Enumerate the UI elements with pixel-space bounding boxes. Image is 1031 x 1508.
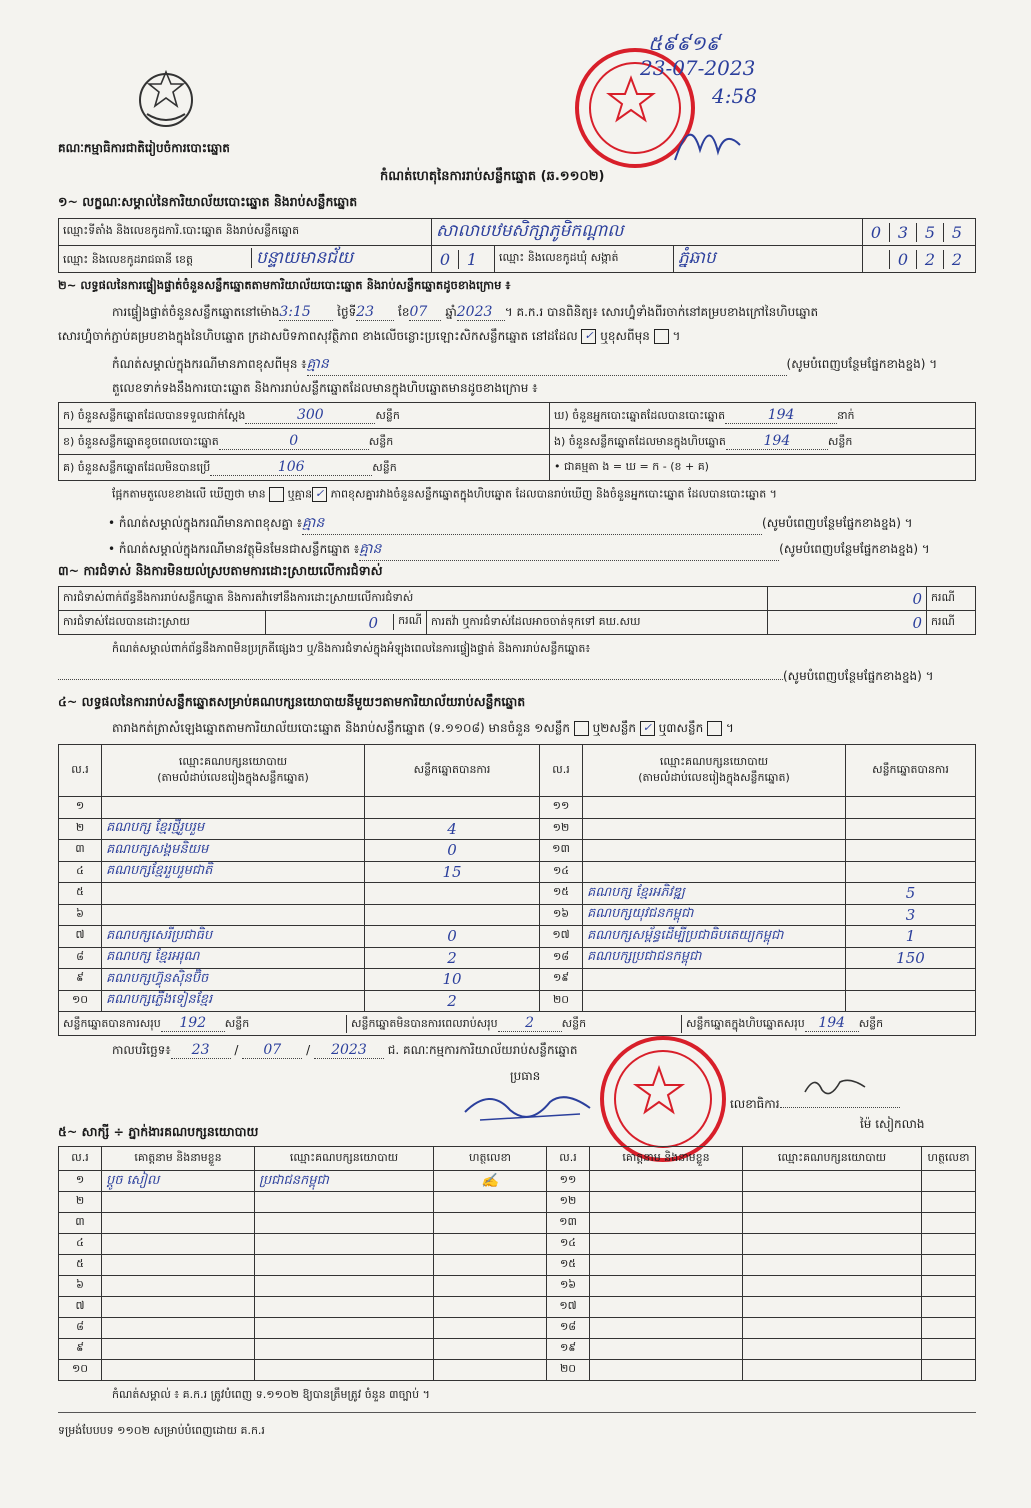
result-party: [102, 904, 365, 926]
result-no: ៨: [59, 947, 102, 969]
province-code: 0 1: [432, 246, 495, 273]
result-no: ១: [59, 797, 102, 819]
witness-signature: [922, 1276, 976, 1297]
hw-receipt-number: ៥៩៩១៩: [648, 31, 720, 55]
result-party: [583, 818, 846, 840]
witness-no: ២: [59, 1192, 102, 1213]
witness-party: [743, 1192, 922, 1213]
result-votes: [365, 883, 540, 905]
commune-code: 0 2 2: [863, 246, 976, 273]
result-party: [583, 840, 846, 862]
witness-name: [590, 1360, 743, 1381]
object-note-line: • កំណត់សម្គាល់ក្នុងករណីមានវត្ថុមិនមែនជាសន្លឹកឆ្នោត ៖គ្មាន (សូមបំពេញបន្ថែមផ្នែកខាងខ្នង) ។: [108, 539, 930, 561]
witness-signature: [922, 1255, 976, 1276]
witness-row: [59, 1234, 976, 1255]
result-row: [59, 840, 976, 862]
result-no: ១៣: [540, 840, 583, 862]
witness-signature: [434, 1339, 547, 1360]
witness-name: [590, 1297, 743, 1318]
result-votes: 5: [846, 883, 976, 905]
objection-r2-value: 0: [368, 613, 378, 632]
results-table: ល.រ ឈ្មោះគណបក្សនយោបាយ (តាមលំដាប់លេខរៀងក្នុងសន្លឹកឆ្នោត) សន្លឹកឆ្នោតបានការ ល.រ ឈ្មោះគណបក្សនយោបាយ (តាមលំដាប់លេខរៀងក្នុងសន្លឹកឆ្នោត) សន្លឹកឆ្នោតបានការ ១ ១១ ២ គណបក្ស ខ្មែរថ្មីរួបរួម 4 ១២ ៣ គណបក្សសង្គមនិយម 0 ១៣ ៤ គណបក្សខ្មែររួបរួមជាតិ 15 ១៤ ៥ ១៥ គណបក្ស ខ្មែរអភិវឌ្ឍ 5 ៦ ១៦ គណបក្សយុវជនកម្ពុជា 3 ៧ គណបក្សសេរីប្រជាធិប 0 ១៧ គណបក្សសម្ព័ន្ធដើម្បីប្រជាធិបតេយ្យកម្ពុជា 1 ៨ គណបក្ស ខ្មែរអរុណ 2 ១៨ គណបក្សប្រជាជនកម្ពុជា 150 ៩ គណបក្សហ៊្វុនស៊ិនប៊ិច 10 ១៩ ១០ គណបក្សភ្លើងទៀនខ្មែរ 2 ២០ សន្លឹកឆ្នោតបានការសរុប 192 សន្លឹក សន្លឹកឆ្នោតមិនបានការពេលរាប់សរុប 2 សន្លឹក សន្លឹកឆ្នោតក្នុងហិបឆ្នោតសរុប 194 សន្លឹក: [58, 744, 976, 1036]
objection-r2-label2: ការតវ៉ា ឬការជំទាស់ដែលអាចចាត់ទុកទៅ គឃ.សឃ: [427, 611, 768, 635]
results-totals-row: សន្លឹកឆ្នោតបានការសរុប 192 សន្លឹក សន្លឹកឆ្នោតមិនបានការពេលរាប់សរុប 2 សន្លឹក សន្លឹកឆ្នោតក្នុងហិបឆ្នោតសរុប 194 សន្លឹក: [59, 1012, 976, 1036]
witness-no: ១: [59, 1171, 102, 1192]
checkbox-has-difference[interactable]: [269, 487, 284, 502]
witness-footnote: កំណត់សម្គាល់ ៖ គ.ក.រ ត្រូវបំពេញ ទ.១១០២ ឱ្យបានត្រឹមត្រូវ ចំនួន ៣ច្បាប់ ។: [112, 1388, 430, 1401]
result-no: ១៩: [540, 969, 583, 991]
result-votes: [846, 840, 976, 862]
witness-signature: [922, 1213, 976, 1234]
witness-table: ល.រ គោត្តនាម និងនាមខ្លួន ឈ្មោះគណបក្សនយោបាយ ហត្ថលេខា ល.រ គោត្តនាម និងនាមខ្លួន ឈ្មោះគណបក្សនយោបាយ ហត្ថលេខា ១ ប្ដូច សៀល ប្រជាជនកម្ពុជា ✍ ១១ ២ ១២ ៣ ១៣ ៤ ១៤ ៥ ១៥ ៦ ១៦ ៧ ១៧ ៨ ១៨ ៩ ១៩ ១០ ២០: [58, 1146, 976, 1381]
section3-title: ៣~ ការជំទាស់ និងការមិនយល់ស្របតាមការដោះស្រាយលើការជំទាស់: [58, 563, 383, 578]
result-no: ២: [59, 818, 102, 840]
result-party: គណបក្សសង្គមនិយម: [102, 840, 365, 862]
result-no: ១៧: [540, 926, 583, 948]
witness-name: [590, 1234, 743, 1255]
result-party: គណបក្សសម្ព័ន្ធដើម្បីប្រជាធិបតេយ្យកម្ពុជា: [583, 926, 846, 948]
result-row: [59, 904, 976, 926]
witness-name: [102, 1255, 255, 1276]
receiver-signature: [670, 110, 750, 173]
witness-no: ១១: [547, 1171, 590, 1192]
witness-signature: [434, 1318, 547, 1339]
witness-party: [743, 1234, 922, 1255]
result-party: [102, 797, 365, 819]
witness-no: ១៧: [547, 1297, 590, 1318]
witness-party: [743, 1360, 922, 1381]
witness-signature: [922, 1339, 976, 1360]
nec-emblem-logo: [135, 62, 197, 130]
footer-divider: [58, 1412, 976, 1413]
witness-name: [102, 1318, 255, 1339]
witness-no: ៣: [59, 1213, 102, 1234]
witness-party: [255, 1255, 434, 1276]
result-party: គណបក្ស ខ្មែរអភិវឌ្ឍ: [583, 883, 846, 905]
objection-table: ការជំទាស់ពាក់ព័ន្ធនឹងការរាប់សន្លឹកឆ្នោត និងការតវ៉ាទៅនឹងការដោះស្រាយលើការជំទាស់ 0 ករណី ការជំទាស់ដែលបានដោះស្រាយ 0 ករណី ការតវ៉ា ឬការជំទាស់ដែលអាចចាត់ទុកទៅ គឃ.សឃ 0 ករណី: [58, 586, 976, 635]
witness-party: [255, 1339, 434, 1360]
result-votes: 0: [365, 926, 540, 948]
witness-party: [743, 1339, 922, 1360]
location-label: ឈ្មោះទីតាំង និងលេខកូដការិ.បោះឆ្នោត និងរាប់សន្លឹកឆ្នោត: [59, 219, 432, 246]
witness-party: [743, 1171, 922, 1192]
witness-no: ៤: [59, 1234, 102, 1255]
result-votes: 4: [365, 818, 540, 840]
witness-signature: ✍: [434, 1171, 547, 1192]
witness-signature: [922, 1234, 976, 1255]
official-red-stamp-bottom: [600, 1036, 726, 1162]
result-votes: 1: [846, 926, 976, 948]
secretary-line: លេខាធិការ: [730, 1096, 900, 1114]
witness-party: [255, 1297, 434, 1318]
witness-name: [590, 1171, 743, 1192]
result-no: ៩: [59, 969, 102, 991]
witness-signature: [922, 1297, 976, 1318]
hw-receipt-date: 23-07-2023: [640, 56, 756, 80]
result-votes: [846, 818, 976, 840]
result-party: គណបក្សហ៊្វុនស៊ិនប៊ិច: [102, 969, 365, 991]
witness-no: ១៨: [547, 1318, 590, 1339]
objection-r1-label: ការជំទាស់ពាក់ព័ន្ធនឹងការរាប់សន្លឹកឆ្នោត និងការតវ៉ាទៅនឹងការដោះស្រាយលើការជំទាស់: [59, 587, 768, 611]
checkbox-three-sheets[interactable]: [707, 721, 722, 736]
witness-row: [59, 1339, 976, 1360]
witness-no: ១៤: [547, 1234, 590, 1255]
result-party: គណបក្ស ខ្មែរថ្មីរួបរួម: [102, 818, 365, 840]
witness-party: [743, 1318, 922, 1339]
result-party: [102, 883, 365, 905]
witness-party: [743, 1297, 922, 1318]
result-votes: 10: [365, 969, 540, 991]
result-no: ១០: [59, 990, 102, 1012]
location-table: [58, 218, 976, 273]
commune-value: ភ្នំឆាប: [674, 246, 863, 273]
checkbox-same[interactable]: ✓: [581, 329, 596, 344]
result-no: ៣: [59, 840, 102, 862]
witness-no: ១៣: [547, 1213, 590, 1234]
witness-row: [59, 1297, 976, 1318]
witness-signature: [434, 1234, 547, 1255]
witness-name: [590, 1318, 743, 1339]
result-row: [59, 926, 976, 948]
witness-no: ១៥: [547, 1255, 590, 1276]
witness-no: ៥: [59, 1255, 102, 1276]
result-row: [59, 818, 976, 840]
result-no: ១៥: [540, 883, 583, 905]
result-row: [59, 861, 976, 883]
figure-k: ក) ចំនួនសន្លឹកឆ្នោតដែលបានទទួលជាក់ស្តែង 300 សន្លឹក: [59, 403, 550, 429]
figure-g: គ) ចំនួនសន្លឹកឆ្នោតដែលមិនបានប្រើ 106 សន្លឹក: [59, 455, 550, 481]
formula: • ជាគម្មតា ង = ឃ = ក - (ខ + គ): [550, 455, 976, 481]
section2-title: ២~ លទ្ធផលនៃការផ្ទៀងផ្ទាត់ចំនួនសន្លឹកឆ្នោតតាមការិយាល័យបោះឆ្នោត និងរាប់សន្លឹកឆ្នោតដូចខាងក្រោម ៖: [58, 278, 511, 292]
witness-no: ៨: [59, 1318, 102, 1339]
result-no: ២០: [540, 990, 583, 1012]
result-votes: [846, 861, 976, 883]
witness-signature: [434, 1213, 547, 1234]
witness-row: [59, 1192, 976, 1213]
discrepancy-line: ផ្អែកតាមតួលេខខាងលើ ឃើញថា មាន ឬគ្មាន ✓ ភាពខុសគ្នារវាងចំនួនសន្លឹកឆ្នោតក្នុងហិបឆ្នោត ដែលបានរាប់ឃើញ និងចំនួនអ្នកបោះឆ្នោត ដែលបានបោះឆ្នោត ។: [112, 487, 777, 501]
verification-line2: សោរហ្វ៉ុំចាក់ភ្ជាប់គម្របខាងក្នុងនៃហិបឆ្នោត ក្រដាសបិទភាពសុវត្ថិភាព ខាងលើចន្លោះប្រឡោះសិកសន្លឹកឆ្នោត នៅដដែល ✓ ឬខុសពីមុន ។: [58, 329, 681, 343]
witness-name: [590, 1213, 743, 1234]
checkbox-two-sheets[interactable]: ✓: [640, 721, 655, 736]
witness-signature: [434, 1360, 547, 1381]
footer-text: ទម្រង់បែបបទ ១១០២ សម្រាប់បំពេញដោយ គ.ក.រ: [58, 1424, 265, 1437]
witness-name: ប្ដូច សៀល: [102, 1171, 255, 1192]
verification-line1: ការផ្ទៀងផ្ទាត់ចំនួនសន្លឹកឆ្នោតនៅម៉ោង3:15 ថ្ងៃទី23 ខែ07 ឆ្នាំ2023 ។ គ.ក.រ បានពិនិត្យ៖ សោរហ្វ៉ុំទាំងពីរចាក់នៅគម្របខាងក្រៅនៃហិបឆ្នោត: [112, 304, 819, 320]
witness-party: [743, 1213, 922, 1234]
commune-label: ឈ្មោះ និងលេខកូដឃុំ សង្កាត់: [495, 246, 674, 273]
chair-signature: [460, 1082, 600, 1135]
witness-name: [102, 1213, 255, 1234]
result-votes: [846, 990, 976, 1012]
result-party: [583, 969, 846, 991]
result-party: [583, 990, 846, 1012]
witness-name: [102, 1360, 255, 1381]
result-no: ១៨: [540, 947, 583, 969]
irregularity-fill-line: (សូមបំពេញបន្ថែមផ្នែកខាងខ្នង) ។: [58, 668, 934, 686]
result-row: [59, 883, 976, 905]
witness-row: [59, 1276, 976, 1297]
witness-party: [255, 1192, 434, 1213]
result-no: ១១: [540, 797, 583, 819]
witness-no: ១២: [547, 1192, 590, 1213]
witness-signature: [922, 1318, 976, 1339]
witness-name: [590, 1276, 743, 1297]
witness-party: [255, 1276, 434, 1297]
secretary-name: ម៉ៃ សៀកលាង: [860, 1117, 925, 1131]
witness-name: [102, 1276, 255, 1297]
figure-gh: ឃ) ចំនួនអ្នកបោះឆ្នោតដែលបានបោះឆ្នោត 194 នាក់: [550, 403, 976, 429]
witness-row: [59, 1360, 976, 1381]
result-votes: [365, 904, 540, 926]
witness-party: [255, 1234, 434, 1255]
result-party: គណបក្សសេរីប្រជាធិប: [102, 926, 365, 948]
witness-party: [255, 1213, 434, 1234]
hw-receipt-time: 4:58: [712, 84, 757, 108]
witness-row: [59, 1255, 976, 1276]
result-party: គណបក្សយុវជនកម្ពុជា: [583, 904, 846, 926]
witness-party: [743, 1276, 922, 1297]
result-party: [583, 797, 846, 819]
result-votes: 150: [846, 947, 976, 969]
objection-r1-value: 0: [768, 587, 927, 611]
witness-name: [102, 1339, 255, 1360]
witness-no: ១៦: [547, 1276, 590, 1297]
org-name: គណៈកម្មាធិការជាតិរៀបចំការបោះឆ្នោត: [58, 141, 230, 155]
result-party: គណបក្សភ្លើងទៀនខ្មែរ: [102, 990, 365, 1012]
witness-row: [59, 1318, 976, 1339]
witness-no: ២០: [547, 1360, 590, 1381]
result-no: ៥: [59, 883, 102, 905]
witness-signature: [434, 1255, 547, 1276]
objection-r2-value2: 0: [768, 611, 927, 635]
result-row: [59, 947, 976, 969]
witness-signature: [922, 1171, 976, 1192]
section4-title: ៤~ លទ្ធផលនៃការរាប់សន្លឹកឆ្នោតសម្រាប់គណបក្សនយោបាយនីមួយៗតាមការិយាល័យរាប់សន្លឹកឆ្នោត: [58, 694, 526, 709]
form-title: កំណត់ហេតុនៃការរាប់សន្លឹកឆ្នោត (ឆ.១១០២): [380, 169, 605, 184]
province-value: បន្ទាយមានជ័យ: [251, 248, 353, 268]
witness-signature: [922, 1360, 976, 1381]
tally-sheets-line: តារាងកត់ត្រាសំឡេងឆ្នោតតាមការិយាល័យបោះឆ្នោត និងរាប់សន្លឹកឆ្នោត (ទ.១១០៨) មានចំនួន ១សន្លឹក ឬ២សន្លឹក ✓ ឬ៣សន្លឹក ។: [112, 721, 734, 735]
checkbox-no-difference[interactable]: ✓: [312, 487, 327, 502]
witness-name: [590, 1192, 743, 1213]
location-code: 0 3 5 5: [863, 219, 976, 246]
secretary-signature: [800, 1072, 870, 1105]
result-no: ៧: [59, 926, 102, 948]
section1-title: ១~ លក្ខណៈសម្គាល់នៃការិយាល័យបោះឆ្នោត និងរាប់សន្លឹកឆ្នោត: [58, 194, 358, 209]
witness-row: [59, 1171, 976, 1192]
difference-note-line: កំណត់សម្គាល់ក្នុងករណីមានភាពខុសពីមុន ៖គ្មាន (សូមបំពេញបន្ថែមផ្នែកខាងខ្នង) ។: [112, 354, 937, 376]
figure-ng: ង) ចំនួនសន្លឹកឆ្នោតដែលមានក្នុងហិបឆ្នោត 194 សន្លឹក: [550, 429, 976, 455]
witness-signature: [434, 1297, 547, 1318]
chair-label: ប្រធាន: [510, 1069, 541, 1083]
province-label: ឈ្មោះ និងលេខកូដរាជធានី ខេត្ត បន្ទាយមានជ័យ: [59, 246, 432, 273]
witness-no: ៩: [59, 1339, 102, 1360]
result-votes: [846, 969, 976, 991]
witness-no: ៦: [59, 1276, 102, 1297]
witness-no: ១៩: [547, 1339, 590, 1360]
witness-party: [255, 1318, 434, 1339]
figure-kh: ខ) ចំនួនសន្លឹកឆ្នោតខូចពេលបោះឆ្នោត 0 សន្លឹក: [59, 429, 550, 455]
result-votes: [846, 797, 976, 819]
result-votes: 0: [365, 840, 540, 862]
result-party: គណបក្សប្រជាជនកម្ពុជា: [583, 947, 846, 969]
result-votes: [365, 797, 540, 819]
result-votes: 15: [365, 861, 540, 883]
location-value: សាលាបឋមសិក្សាភូមិកណ្តាល: [432, 219, 863, 246]
result-no: ១៦: [540, 904, 583, 926]
witness-name: [590, 1255, 743, 1276]
checkbox-different[interactable]: [654, 329, 669, 344]
witness-party: [255, 1360, 434, 1381]
result-no: ១២: [540, 818, 583, 840]
result-no: ១៤: [540, 861, 583, 883]
section5-title: ៥~ សាក្សី ÷ ភ្នាក់ងារគណបក្សនយោបាយ: [58, 1124, 259, 1139]
witness-party: ប្រជាជនកម្ពុជា: [255, 1171, 434, 1192]
result-row: [59, 969, 976, 991]
witness-signature: [434, 1192, 547, 1213]
witness-party: [743, 1255, 922, 1276]
diff-note-line: • កំណត់សម្គាល់ក្នុងករណីមានភាពខុសគ្នា ៖គ្មាន (សូមបំពេញបន្ថែមផ្នែកខាងខ្នង) ។: [108, 513, 913, 535]
checkbox-one-sheet[interactable]: [574, 721, 589, 736]
figures-table: [58, 402, 976, 481]
figures-intro: តួលេខទាក់ទងនឹងការបោះឆ្នោត និងការរាប់សន្លឹកឆ្នោតដែលមានក្នុងហិបឆ្នោតមានដូចខាងក្រោម ៖: [112, 381, 538, 395]
result-no: ៤: [59, 861, 102, 883]
result-row: [59, 990, 976, 1012]
witness-no: ១០: [59, 1360, 102, 1381]
result-no: ៦: [59, 904, 102, 926]
witness-name: [102, 1234, 255, 1255]
result-party: គណបក្សខ្មែររួបរួមជាតិ: [102, 861, 365, 883]
witness-name: [102, 1297, 255, 1318]
result-votes: 3: [846, 904, 976, 926]
witness-signature: [434, 1276, 547, 1297]
objection-r2-label: ការជំទាស់ដែលបានដោះស្រាយ: [59, 611, 266, 635]
irregularity-note: កំណត់សម្គាល់ពាក់ព័ន្ធនឹងភាពមិនប្រក្រតីផ្សេងៗ ឬ/និងការជំទាស់ក្នុងអំឡុងពេលនៃការផ្ទៀងផ្ទាត់ និងការរាប់សន្លឹកឆ្នោត៖: [112, 642, 591, 655]
result-party: [583, 861, 846, 883]
result-party: គណបក្ស ខ្មែរអរុណ: [102, 947, 365, 969]
result-row: [59, 797, 976, 819]
result-votes: 2: [365, 990, 540, 1012]
signing-date-line: កាលបរិច្ឆេទ៖ 23 / 07 / 2023 ជ. គណៈកម្មការការិយាល័យរាប់សន្លឹកឆ្នោត: [112, 1042, 578, 1058]
witness-row: [59, 1213, 976, 1234]
witness-name: [102, 1192, 255, 1213]
witness-name: [590, 1339, 743, 1360]
witness-no: ៧: [59, 1297, 102, 1318]
witness-signature: [922, 1192, 976, 1213]
result-votes: 2: [365, 947, 540, 969]
